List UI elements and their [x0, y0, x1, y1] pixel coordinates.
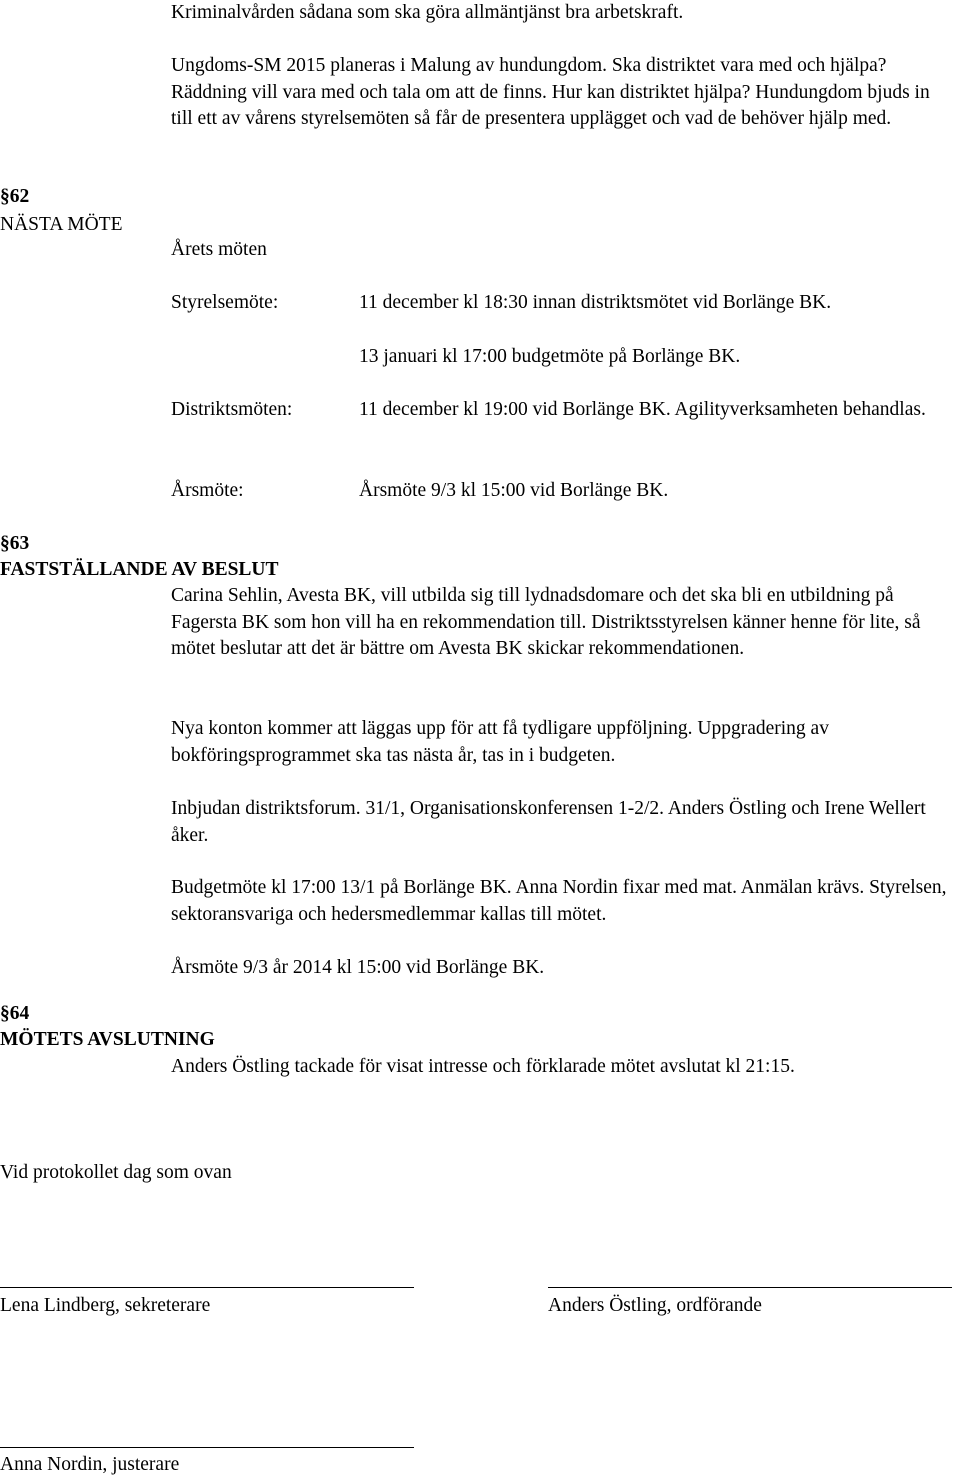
meeting-value-styrelsemote-2: 13 januari kl 17:00 budgetmöte på Borlänge BK. — [359, 346, 741, 367]
section-number-62: §62 — [0, 186, 30, 207]
section-title-62: NÄSTA MÖTE — [0, 214, 123, 235]
signature-adjuster: Anna Nordin, justerare — [0, 1454, 180, 1475]
meeting-label-arsmote: Årsmöte: — [171, 480, 244, 501]
decision-paragraph-2: Nya konton kommer att läggas upp för att få tydligare uppföljning. Uppgradering av bokföringsprogrammet ska tas nästa år, tas in i budgeten. — [171, 718, 829, 766]
signature-secretary: Lena Lindberg, sekreterare — [0, 1295, 211, 1316]
decision-paragraph-1: Carina Sehlin, Avesta BK, vill utbilda sig till lydnadsdomare och det ska bli en utbildning på Fagersta BK som hon vill ha en rekommendation till. Distriktsstyrelsen känner henne för lite, så mötet beslutar att det är bättre om Avesta BK skickar rekommendationen. — [171, 585, 921, 659]
section-title-64: MÖTETS AVSLUTNING — [0, 1029, 215, 1050]
ungdoms-sm-paragraph: Ungdoms-SM 2015 planeras i Malung av hundungdom. Ska distriktet vara med och hjälpa? Räddning vill vara med och tala om att de finns. Hur kan distriktet hjälpa? Hundungdom bjuds in till ett av vårens styrelsemöten så får de presentera upplägget och vad de behöver hjälp med. — [171, 55, 930, 129]
section-62-number-text: 62 — [9, 186, 30, 207]
decision-paragraph-4: Budgetmöte kl 17:00 13/1 på Borlänge BK. Anna Nordin fixar med mat. Anmälan krävs. Styrelsen, sektoransvariga och hedersmedlemmar kallas till mötet. — [171, 877, 947, 925]
signature-line-chair — [548, 1287, 952, 1288]
meeting-value-styrelsemote-1: 11 december kl 18:30 innan distriktsmötet vid Borlänge BK. — [359, 292, 832, 313]
meetings-heading: Årets möten — [171, 239, 267, 260]
meeting-label-distriktsmoten: Distriktsmöten: — [171, 399, 293, 420]
section-title-63: FASTSTÄLLANDE AV BESLUT — [0, 559, 279, 580]
signature-line-secretary — [0, 1287, 414, 1288]
section-number-64: §64 — [0, 1003, 30, 1024]
meeting-label-styrelsemote: Styrelsemöte: — [171, 292, 279, 313]
decision-paragraph-5: Årsmöte 9/3 år 2014 kl 15:00 vid Borlänge BK. — [171, 957, 545, 978]
section-64-number-text: 64 — [9, 1003, 30, 1024]
protocol-intro: Vid protokollet dag som ovan — [0, 1162, 232, 1183]
meeting-value-distriktsmoten: 11 december kl 19:00 vid Borlänge BK. Agilityverksamheten behandlas. — [359, 399, 926, 420]
section-number-63: §63 — [0, 533, 30, 554]
intro-line: Kriminalvården sådana som ska göra allmäntjänst bra arbetskraft. — [171, 2, 684, 23]
meeting-value-arsmote: Årsmöte 9/3 kl 15:00 vid Borlänge BK. — [359, 480, 669, 501]
closing-statement: Anders Östling tackade för visat intresse och förklarade mötet avslutat kl 21:15. — [171, 1056, 795, 1077]
section-63-number-text: 63 — [9, 533, 30, 554]
signature-line-adjuster — [0, 1447, 414, 1448]
decision-paragraph-3: Inbjudan distriktsforum. 31/1, Organisationskonferensen 1-2/2. Anders Östling och Irene Wellert åker. — [171, 798, 926, 846]
signature-chair: Anders Östling, ordförande — [548, 1295, 762, 1316]
